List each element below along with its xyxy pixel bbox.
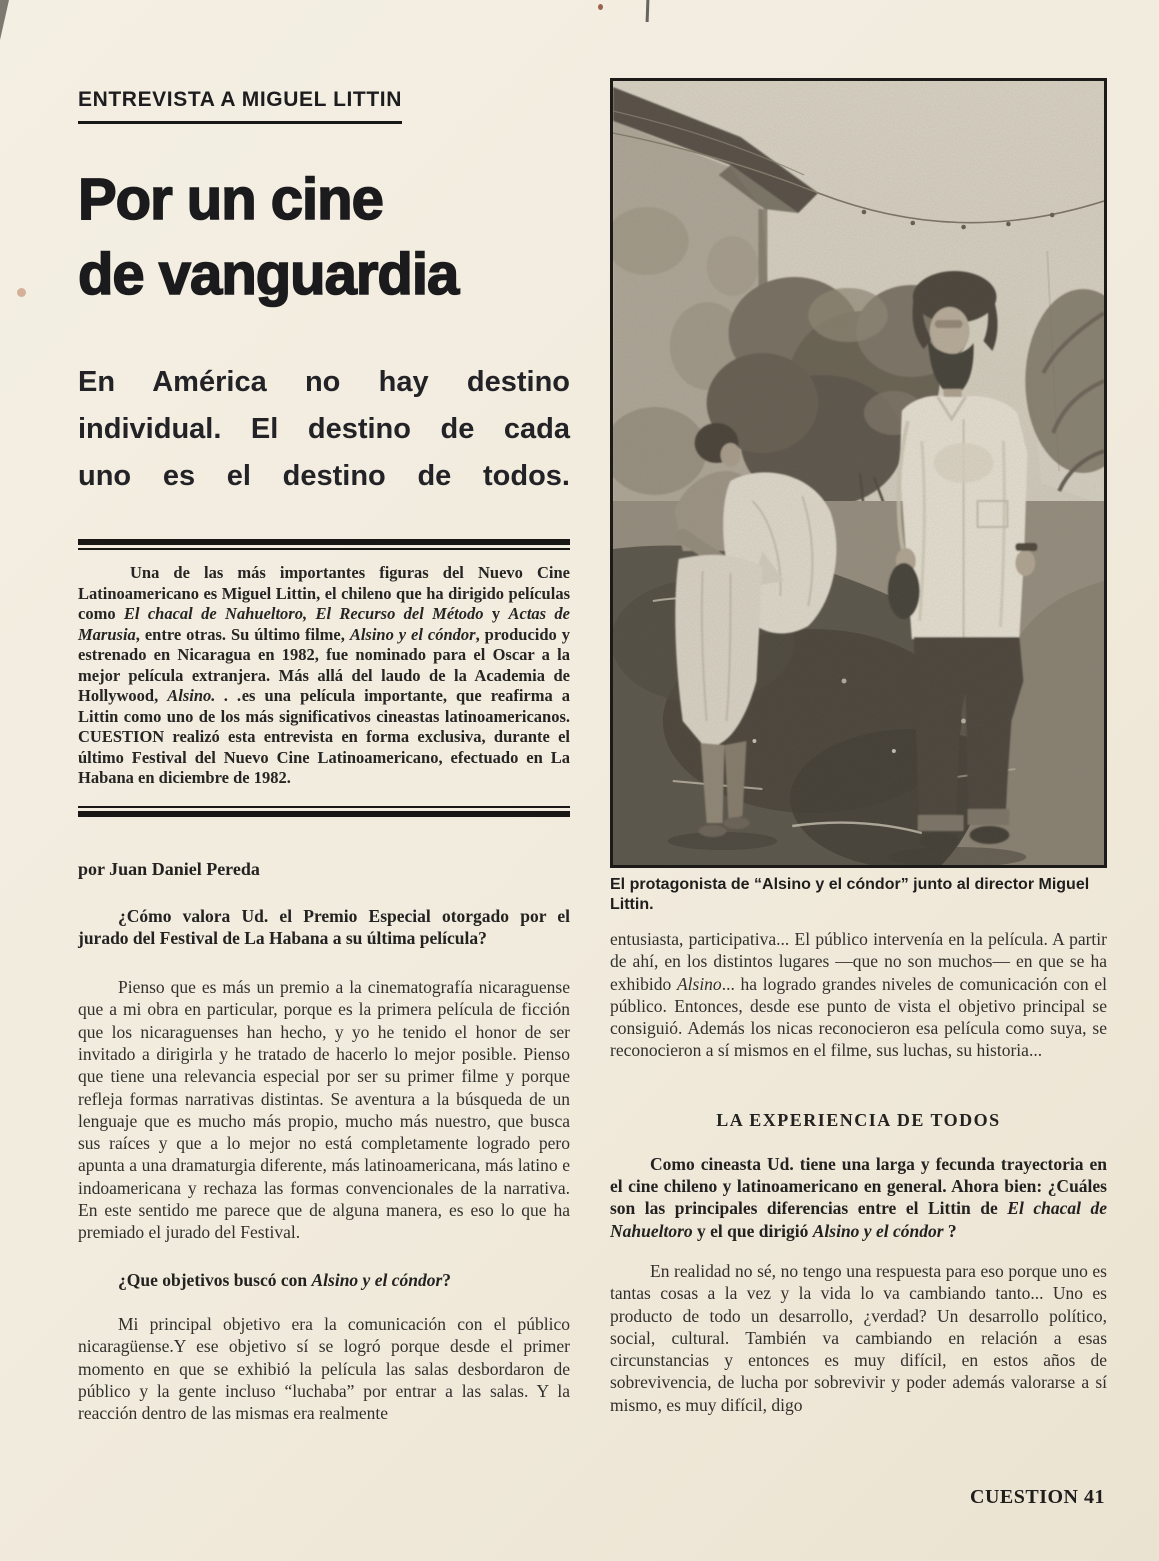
section-heading: LA EXPERIENCIA DE TODOS — [716, 1109, 1001, 1130]
scan-edge-tick — [646, 0, 650, 22]
answer-3: En realidad no sé, no tengo una respuesta para eso porque uno es tantas cosas a la vez y la vida lo va cambiando tanto... Uno es producto de todo un desarrollo, ¿verdad? Un desarrollo político, social, cultural. También va cambiando en relación a esas circunstancias y entonces es muy difícil, en estos años de sobrevivencia, de lucha por sobrevivir y poder además valorarse a sí mismo, es muy difícil, digo — [610, 1260, 1107, 1415]
question-1: ¿Cómo valora Ud. el Premio Especial otorgado por el jurado del Festival de La Habana a su última película? — [78, 905, 570, 948]
paper-blemish-spot — [17, 288, 26, 297]
photo-figure — [610, 78, 1107, 868]
right-column — [610, 78, 1107, 1416]
question-2: ¿Que objetivos buscó con Alsino y el cóndor? — [118, 1269, 452, 1290]
intro-paragraph: Una de las más importantes figuras del Nuevo Cine Latinoamericano es Miguel Littin, el chileno que ha dirigido películas como El chacal de Nahueltoro, El Recurso del Método y Actas de Marusia, entre otras. Su último filme, Alsino y el cóndor, producido y estrenado en Nicaragua en 1982, fue nominado para el Oscar a la mejor película extranjera. Más allá del laudo de la Academia de Hollywood, Alsino. . .es una película importante, que reafirma a Littin como uno de los más significativos cineastas latinoamericanos. CUESTION realizó esta entrevista en forma exclusiva, durante el último Festival del Nuevo Cine Latinoamericano, efectuado en La Habana en diciembre de 1982. — [78, 563, 570, 787]
subtitle — [78, 359, 570, 500]
article-title — [78, 162, 570, 312]
answer-2: Mi principal objetivo era la comunicación con el público nicaragüense.Y ese objetivo sí se logró porque desde el primer momento en que se exhibió la película las salas desbordaron de público y la gente incluso “luchaba” por entrar a las salas. Y la reacción dentro de las mismas era realmente — [78, 1313, 570, 1424]
photo-illustration — [613, 81, 1104, 865]
subtitle-line: En América no hay destino — [78, 366, 570, 398]
subtitle-line: uno es el destino de todos. — [78, 460, 570, 492]
article-title-line2: de vanguardia — [78, 242, 459, 307]
intro-divider-top — [78, 539, 570, 550]
article-title-line1: Por un cine — [78, 167, 383, 232]
scan-corner-mark — [0, 0, 9, 40]
kicker-wrap — [78, 88, 570, 124]
left-column — [78, 88, 570, 1424]
photo-grain-overlay — [613, 81, 1104, 865]
answer-2-continued: entusiasta, participativa... El público intervenía en la película. A partir de ahí, en los distintos lugares —que no son muchos— en que se ha exhibido Alsino... ha logrado grandes niveles de comunicación con el público. Entonces, desde ese punto de vista el objetivo principal se consiguió. Además los nicas reconocieron esa película como suya, se reconocieron a sí mismos en el filme, sus luchas, su historia... — [610, 929, 1107, 1061]
scan-red-spot — [598, 4, 603, 10]
photo-caption: El protagonista de “Alsino y el cóndor” junto al director Miguel Littin. — [610, 876, 1090, 913]
answer-1: Pienso que es más un premio a la cinematografía nicaraguense que a mi obra en particular, porque es la primera película de ficción que los nicaraguenses han hecho, y yo he tenido el honor de ser invitado a dirigirla y he tratado de hacerlo lo mejor posible. Pienso que tiene una relevancia especial por ser su primer filme y porque refleja formas narrativas distintas. Se aventura a la búsqueda de un lenguaje que es mucho más propio, mucho más nuestro, que busca sus raíces y que a lo mejor no está completamente logrado pero apunta a una dramaturgia diferente, más latinoamericana, más latino e indoamericana y rechaza las formas convencionales de la narrativa. En este sentido me parece que de alguna manera, es eso lo que ha premiado el jurado del Festival. — [78, 977, 570, 1243]
byline: por Juan Daniel Pereda — [78, 858, 260, 879]
subtitle-line: individual. El destino de cada — [78, 413, 570, 445]
page-footer: CUESTION 41 — [970, 1486, 1105, 1508]
question-3: Como cineasta Ud. tiene una larga y fecunda trayectoria en el cine chileno y latinoamericano en general. Ahora bien: ¿Cuáles son las principales diferencias entre el Littin de El chacal de Nahueltoro y el que dirigió Alsino y el cóndor ? — [610, 1153, 1107, 1241]
intro-divider-bottom — [78, 806, 570, 817]
kicker: ENTREVISTA A MIGUEL LITTIN — [78, 88, 402, 124]
